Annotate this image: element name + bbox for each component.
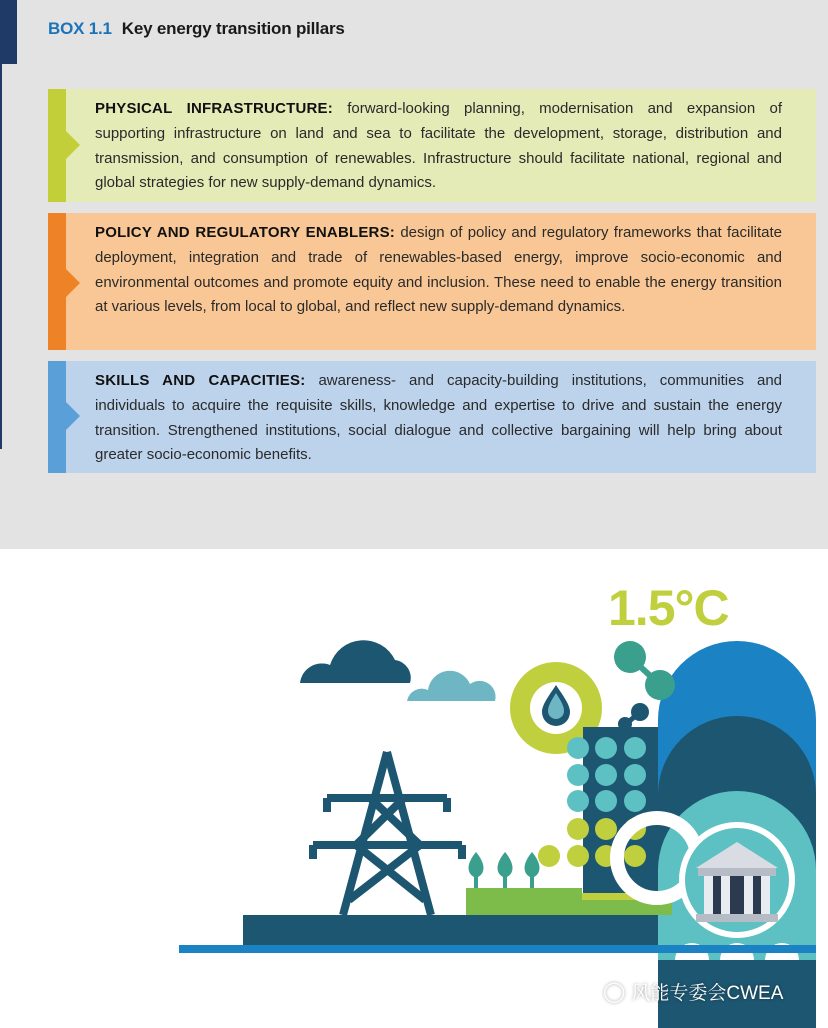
energy-transition-illustration xyxy=(0,549,828,1028)
pillar-text xyxy=(95,221,782,320)
government-building-icon xyxy=(679,822,795,938)
box-accent-bar xyxy=(0,0,17,64)
pillar-arrow-icon xyxy=(66,131,80,159)
pillar-body: forward-looking planning, modernisation and expansion of supporting infrastructure on land and sea to facilitate the development, storage, distribution and transmission, and consumption of renewables. Infrastructure should facilitate national, regional and global strategies for new supply-demand dynamics. xyxy=(95,100,782,192)
pillar-stripe xyxy=(48,213,66,350)
ground-strip xyxy=(243,915,658,945)
pillar-heading: POLICY AND REGULATORY ENABLERS: xyxy=(95,224,395,241)
pillar-arrow-icon xyxy=(66,402,80,430)
pillar-policy-regulatory xyxy=(48,213,816,350)
box-title-text: Key energy transition pillars xyxy=(121,19,345,38)
pillar-text xyxy=(95,97,782,196)
transmission-tower-icon xyxy=(313,752,462,915)
cloud-icon xyxy=(300,640,411,683)
pillar-skills-capacities xyxy=(48,361,816,473)
box-number: BOX 1.1 xyxy=(48,19,112,38)
wechat-icon: ◯ xyxy=(603,980,626,1003)
pillar-body: design of policy and regulatory frameworks that facilitate deployment, integration and trade of renewables-based energy, improve socio-economic and environmental outcomes and promote equity and inclusion. These need to enable the energy transition at various levels, from local to global, and reflect new supply-demand dynamics. xyxy=(95,224,782,316)
pillar-heading: SKILLS AND CAPACITIES: xyxy=(95,372,306,389)
pillar-stripe xyxy=(48,361,66,473)
pillar-heading: PHYSICAL INFRASTRUCTURE: xyxy=(95,100,333,117)
water-line xyxy=(179,945,816,953)
pillar-physical-infrastructure xyxy=(48,89,816,202)
box-accent-line xyxy=(0,64,2,449)
box-title xyxy=(48,19,345,43)
cloud-icon xyxy=(407,671,496,701)
pillar-text xyxy=(95,369,782,468)
watermark-text: 风能专委会CWEA xyxy=(631,982,784,1004)
pillar-arrow-icon xyxy=(66,269,80,297)
temperature-label: 1.5°C xyxy=(608,580,729,636)
pillar-stripe xyxy=(48,89,66,202)
pillar-body: awareness- and capacity-building institutions, communities and individuals to acquire the requisite skills, knowledge and expertise to drive and sustain the energy transition. Strengthened institutions, social dialogue and collective bargaining will help bring about greater socio-economic benefits. xyxy=(95,372,783,464)
watermark xyxy=(603,976,783,1006)
